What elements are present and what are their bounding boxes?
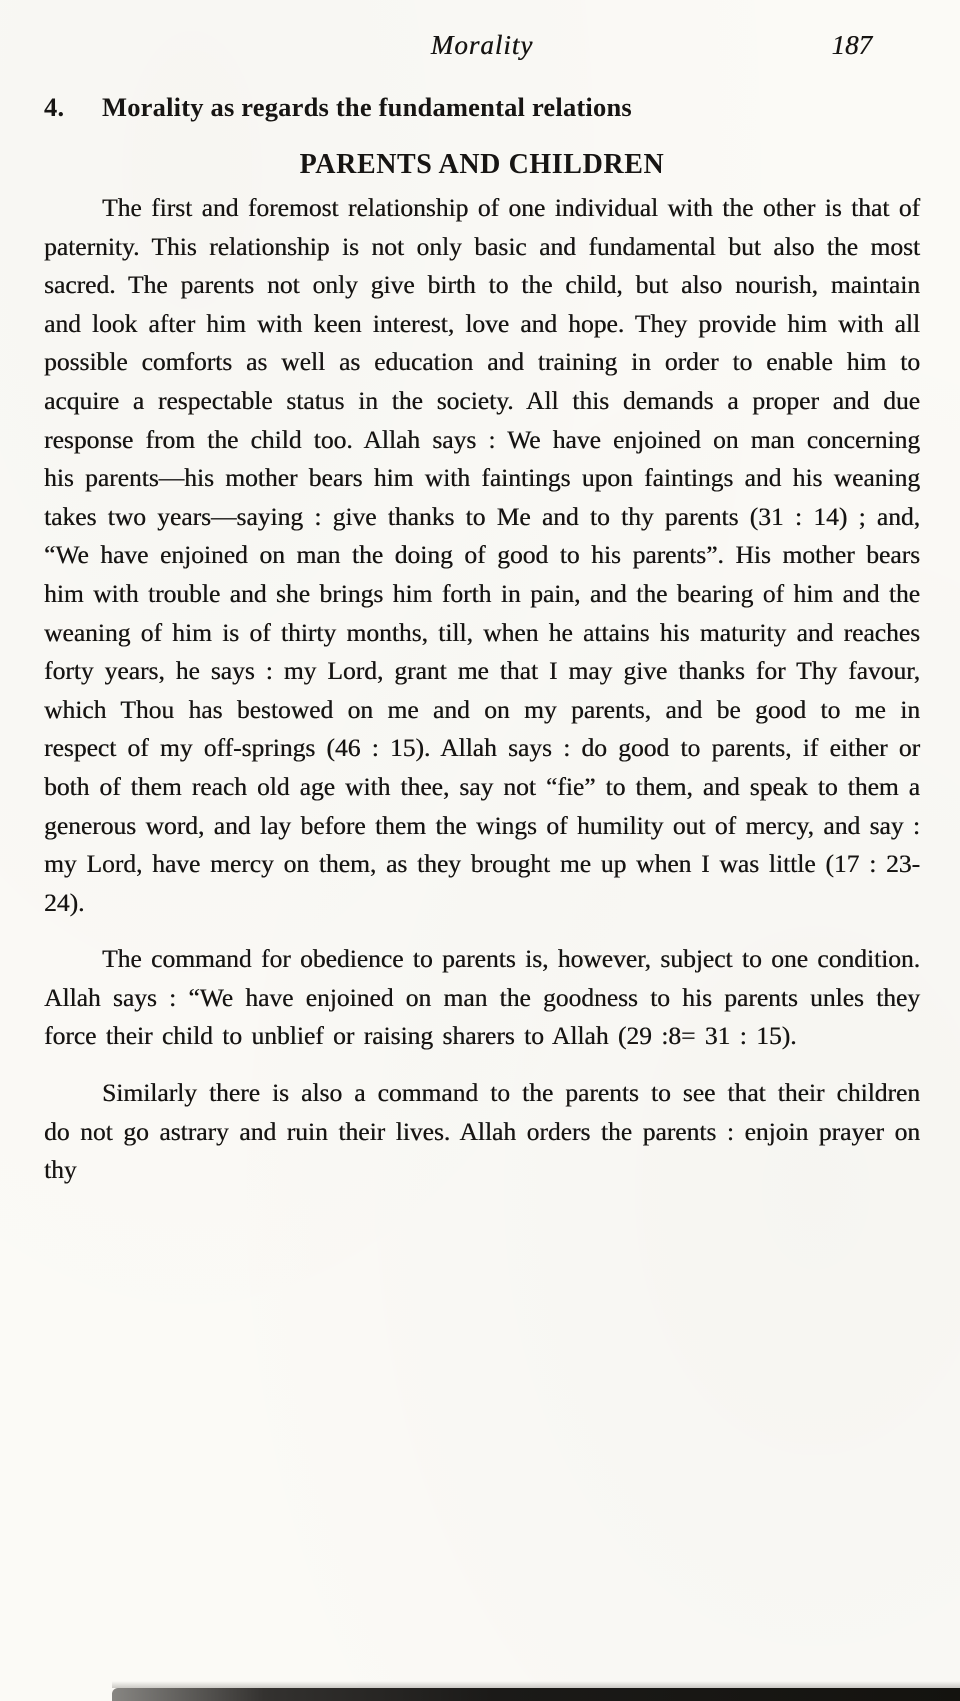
page-number: 187	[831, 30, 872, 60]
section-number: 4.	[44, 92, 65, 122]
scan-edge-shadow	[112, 1688, 960, 1701]
body-paragraph-2: The command for obedience to parents is, however, subject to one condition. Allah says : “We have enjoined on man the goodness to his parents unles they force their child to unblief or raising sharers to Allah (29 :8= 31 : 15).	[44, 944, 920, 1051]
body-paragraph-3: Similarly there is also a command to the parents to see that their children do not go astrary and ruin their lives. Allah orders the parents : enjoin prayer on thy	[44, 1078, 920, 1185]
chapter-subheading: PARENTS AND CHILDREN	[299, 149, 665, 180]
page-header	[44, 30, 920, 74]
section-title: Morality as regards the fundamental relations	[102, 92, 632, 122]
body-paragraph-1: The first and foremost relationship of one individual with the other is that of paternity. This relationship is not only basic and fundamental but also the most sacred. The parents not only give birth to the child, but also nourish, maintain and look after him with keen interest, love and hope. They provide him with all possible comforts as well as education and training in order to enable him to acquire a respectable status in the society. All this demands a proper and due response from the child too. Allah says : We have enjoined on man concerning his parents—his mother bears him with faintings upon faintings and his weaning takes two years—saying : give thanks to Me and to thy parents (31 : 14) ; and, “We have enjoined on man the doing of good to his parents”. His mother bears him with trouble and she brings him forth in pain, and the bearing of him and the weaning of him is of thirty months, till, when he attains his maturity and reaches forty years, he says : my Lord, grant me that I may give thanks for Thy favour, which Thou has bestowed on me and on my parents, and be good to me in respect of my off-springs (46 : 15). Allah says : do good to parents, if either or both of them reach old age with thee, say not “fie” to them, and speak to them a generous word, and lay before them the wings of humility out of mercy, and say : my Lord, have mercy on them, as they brought me up when I was little (17 : 23-24).	[44, 193, 920, 917]
running-title: Morality	[430, 30, 534, 60]
section-heading	[44, 92, 920, 123]
